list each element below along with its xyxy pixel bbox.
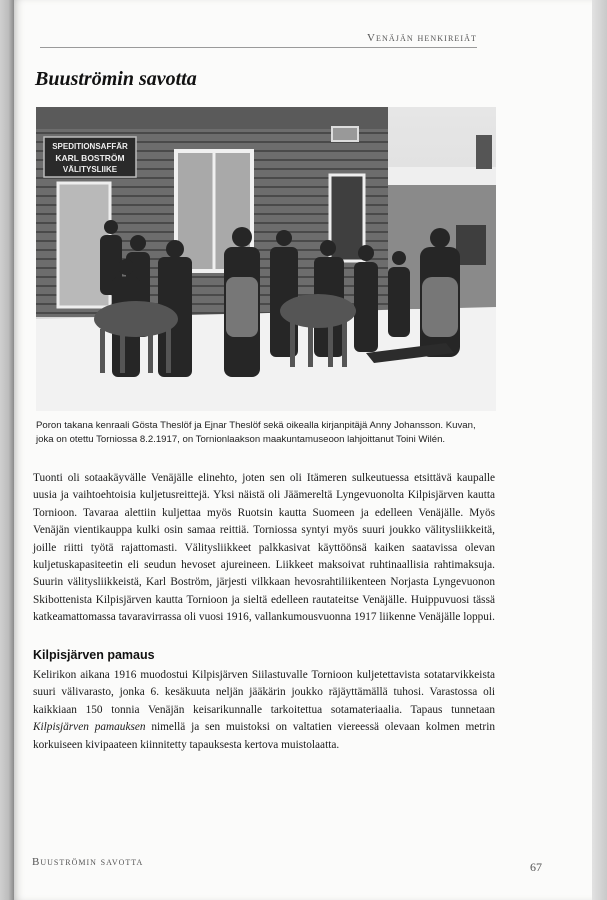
paragraph-2-after: nimellä ja sen muistoksi on valtatien viereessä olevaan kolmen metrin korkuiseen kivipaateen kiinnitetty tapauksesta kertova muistolaatta. [33,721,495,751]
sign-line-2: KARL BOSTRÖM [55,153,125,163]
photo-caption [36,419,496,447]
historical-photo [36,107,496,411]
header-rule [40,47,477,48]
paragraph-1-text: Tuonti oli sotaakäyvälle Venäjälle elinehto, joten sen oli Itämeren sulkeutuessa etsittävä kaupalle uusia ja vaihtoehtoisia kuljetusreittejä. Yksi näistä oli Jäämereltä Lyngevuonolta Kilpisjärven kautta Tornioon. Tavaraa alettiin kuljettaa myös Ruotsin kautta Suomeen ja edelleen Venäjälle. Myös Venäjän vientikauppa kulki osin samaa reittiä. Torniossa syntyi myös suuri joukko välitysliikkeitä, joille riitti työtä rajattomasti. Välitysliikkeet palkkasivat käyttöönsä kaiken saatavissa olevan kuljetuskapasiteetin eli seudun hevoset ajureineen. Liikkeet maksoivat ruhtinaallisia rahtimaksuja. Suurin välitysliikkeistä, Karl Boström, järjesti vilkkaan hevosrahtiliikenteen Norjasta Lyngevuonon Skibottenista Kilpisjärven kautta Tornioon ja sieltä edelleen rautateitse Venäjälle. Huippuvuosi tässä katkeamattomassa tavaravirrassa oli vuosi 1916, vallankumousvuonna 1917 liikenne Venäjälle loppui. [33,472,495,624]
caption-line-1: Poron takana kenraali Gösta Theslöf ja Ejnar Theslöf sekä oikealla kirjanpitäjä Anny Johansson. Kuvan, [36,420,476,431]
caption-line-2: joka on otettu Torniossa 8.2.1917, on Tornionlaakson maakuntamuseoon lahjoittanut Toini Wilén. [36,434,446,445]
paragraph-2-before: Kelirikon aikana 1916 muodostui Kilpisjärven Siilastuvalle Tornioon kuljetettavista sotatarvikkeista suuri välivarasto, jonka 6. kesäkuuta neljän jääkärin joukko räjäyttämällä tuhosi. Varastossa oli kaikkiaan 150 tonnia Venäjän keisarikunnalle tarkoitettua sotamateriaalia. Tapaus tunnetaan [33,669,495,716]
running-head: Venäjän henkireiät [366,32,477,44]
photo-illustration [36,107,496,411]
sign-line-3: VÄLITYSLIIKE [62,165,118,174]
footer-title: Buuströmin savotta [32,856,144,868]
sign-line-1: SPEDITIONSAFFÄR [52,142,128,151]
body-paragraph-2 [33,667,495,754]
paragraph-2-emphasis: Kilpisjärven pamauksen [33,721,146,734]
section-title: Buuströmin savotta [35,68,197,90]
page-edge-right [592,0,607,900]
page-number: 67 [530,860,542,874]
subheading: Kilpisjärven pamaus [33,648,155,662]
body-paragraph-1 [33,470,495,627]
page-edge-left [0,0,14,900]
book-page [14,0,592,900]
